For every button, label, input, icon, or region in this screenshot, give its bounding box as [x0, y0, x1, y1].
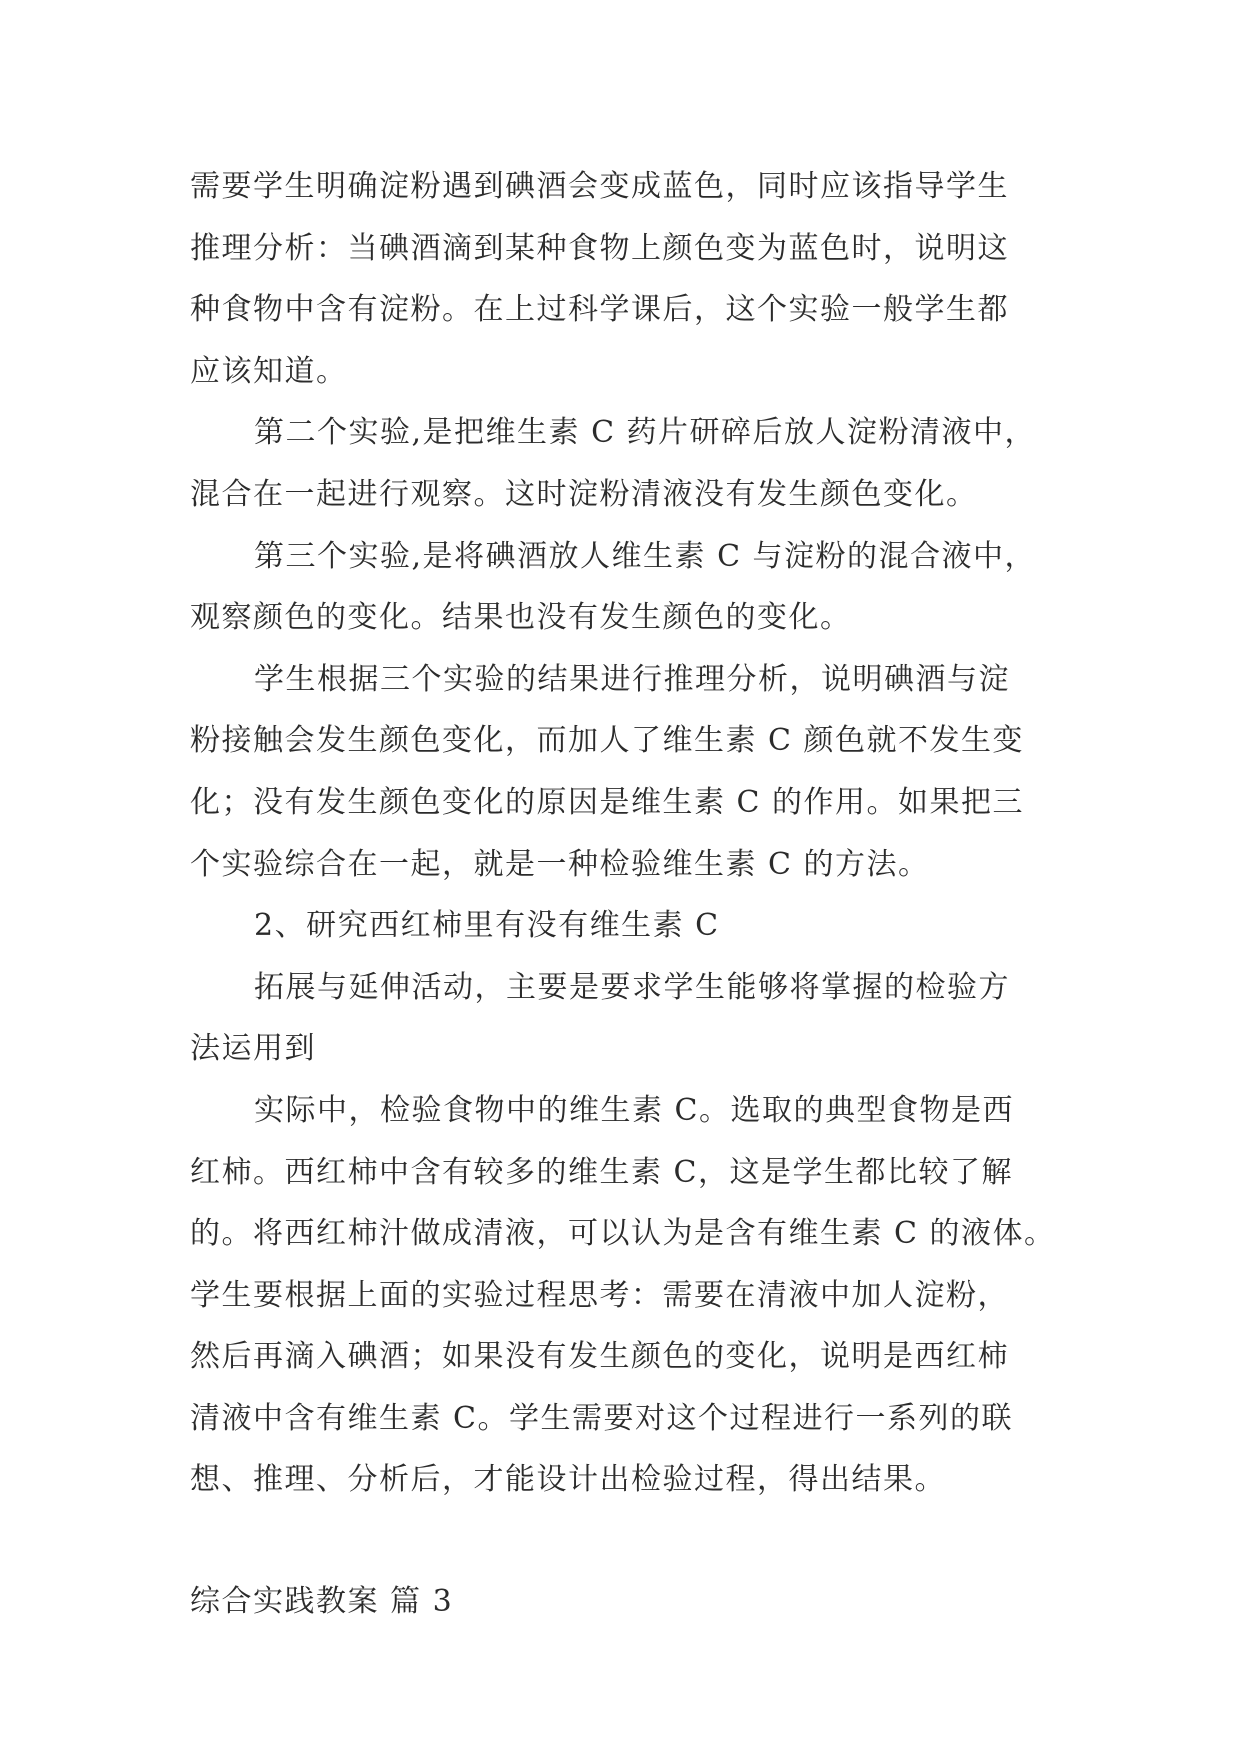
- section-gap: [190, 1541, 1052, 1571]
- text-line: 的。将西红柿汁做成清液，可以认为是含有维生素 C 的液体。: [190, 1216, 1056, 1252]
- paragraph-6: [190, 1080, 1056, 1511]
- text-line: 学生要根据上面的实验过程思考：需要在清液中加人淀粉，: [190, 1277, 1009, 1313]
- text-line: 推理分析：当碘酒滴到某种食物上颜色变为蓝色时，说明这: [190, 230, 1009, 266]
- text-line: 学生根据三个实验的结果进行推理分析，说明碘酒与淀: [254, 661, 1010, 697]
- text-line: 实际中，检验食物中的维生素 C。选取的典型食物是西: [254, 1092, 1014, 1128]
- subsection-heading: [190, 895, 1052, 957]
- text-line: 然后再滴入碘酒；如果没有发生颜色的变化，说明是西红柿: [190, 1339, 1009, 1375]
- paragraph-2: [190, 402, 1052, 525]
- document-body: [190, 156, 1056, 1633]
- paragraph-1: [190, 156, 1052, 402]
- text-line: 混合在一起进行观察。这时淀粉清液没有发生颜色变化。: [190, 476, 978, 512]
- text-line: 个实验综合在一起，就是一种检验维生素 C 的方法。: [190, 846, 930, 882]
- text-line: 2、研究西红柿里有没有维生素 C: [254, 908, 720, 944]
- section-gap: [190, 1511, 1052, 1541]
- section-title: 综合实践教案 篇 3: [190, 1584, 454, 1620]
- text-line: 需要学生明确淀粉遇到碘酒会变成蓝色，同时应该指导学生: [190, 169, 1009, 204]
- text-line: 法运用到: [190, 1031, 316, 1067]
- text-line: 拓展与延伸活动，主要是要求学生能够将掌握的检验方: [254, 969, 1010, 1005]
- text-line: 第二个实验,是把维生素 C 药片研碎后放人淀粉清液中，: [254, 415, 1037, 451]
- text-line: 粉接触会发生颜色变化，而加人了维生素 C 颜色就不发生变: [190, 723, 1025, 759]
- paragraph-5: [190, 957, 1052, 1080]
- text-line: 清液中含有维生素 C。学生需要对这个过程进行一系列的联: [190, 1400, 1013, 1436]
- text-line: 化；没有发生颜色变化的原因是维生素 C 的作用。如果把三: [190, 784, 1025, 820]
- paragraph-4: [190, 649, 1052, 895]
- text-line: 应该知道。: [190, 353, 348, 389]
- text-line: 想、推理、分析后，才能设计出检验过程，得出结果。: [190, 1462, 946, 1498]
- text-line: 观察颜色的变化。结果也没有发生颜色的变化。: [190, 600, 852, 636]
- paragraph-3: [190, 526, 1052, 649]
- text-line: 红柿。西红柿中含有较多的维生素 C，这是学生都比较了解: [190, 1154, 1013, 1190]
- text-line: 第三个实验,是将碘酒放人维生素 C 与淀粉的混合液中，: [254, 538, 1037, 574]
- section-heading: [190, 1571, 1052, 1633]
- text-line: 种食物中含有淀粉。在上过科学课后，这个实验一般学生都: [190, 292, 1009, 328]
